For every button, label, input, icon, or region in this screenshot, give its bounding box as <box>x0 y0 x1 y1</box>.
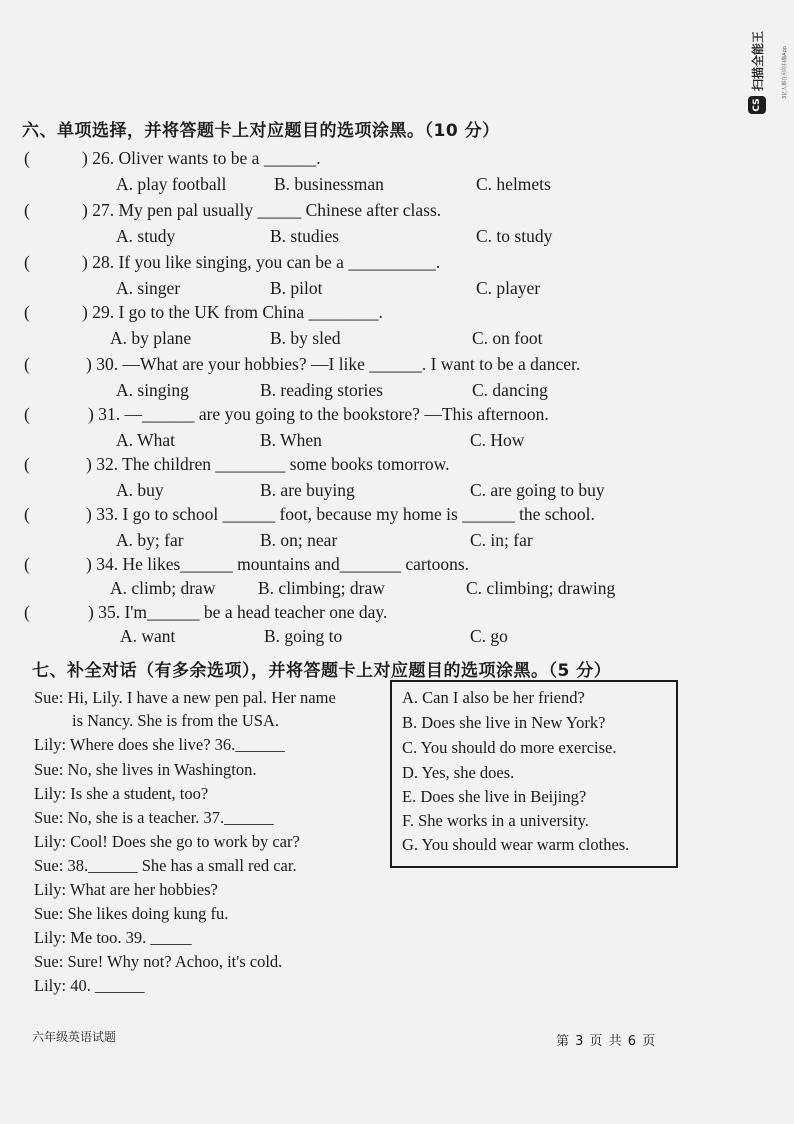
question-stem: ) 33. I go to school ______ foot, because my home is ______ the school. <box>86 504 595 524</box>
dialogue-line: Lily: Where does she live? 36.______ <box>34 735 285 754</box>
option-a: A. study <box>116 226 176 246</box>
question-stem: ) 28. If you like singing, you can be a __________. <box>82 252 441 272</box>
option-c: C. on foot <box>472 328 543 348</box>
choice-f: F. She works in a university. <box>402 811 589 830</box>
footer-page-number: 第 3 页 共 6 页 <box>556 1034 657 1049</box>
answer-paren: ( <box>24 354 30 374</box>
dialogue-line: Sue: Sure! Why not? Achoo, it's cold. <box>34 952 283 971</box>
option-c: C. in; far <box>470 530 533 550</box>
choice-g: G. You should wear warm clothes. <box>402 835 630 854</box>
option-a: A. singer <box>116 278 181 298</box>
answer-paren: ( <box>24 554 30 574</box>
answer-paren: ( <box>24 504 30 524</box>
watermark-logo-icon: CS <box>748 96 766 114</box>
dialogue-line: Lily: Cool! Does she go to work by car? <box>34 832 300 851</box>
choice-d: D. Yes, she does. <box>402 763 515 782</box>
question-30 <box>20 354 680 378</box>
question-33 <box>20 504 680 528</box>
dialogue-line: Lily: Is she a student, too? <box>34 784 209 803</box>
option-a: A. by; far <box>116 530 184 550</box>
options-34 <box>0 578 700 602</box>
option-a: A. climb; draw <box>110 578 216 598</box>
option-b: B. pilot <box>270 278 323 298</box>
option-b: B. climbing; draw <box>258 578 385 598</box>
question-34 <box>20 554 680 578</box>
answer-paren: ( <box>24 302 30 322</box>
question-stem: ) 27. My pen pal usually _____ Chinese after class. <box>82 200 442 220</box>
dialogue-line: Lily: What are her hobbies? <box>34 880 218 899</box>
answer-choices-box <box>390 680 678 868</box>
choice-b: B. Does she live in New York? <box>402 713 606 732</box>
options-26 <box>0 174 700 198</box>
option-c: C. go <box>470 626 508 646</box>
options-35 <box>0 626 700 650</box>
answer-paren: ( <box>24 200 30 220</box>
options-31 <box>0 430 700 454</box>
option-c: C. climbing; drawing <box>466 578 616 598</box>
option-c: C. to study <box>476 226 553 246</box>
answer-paren: ( <box>24 252 30 272</box>
dialogue-line: Sue: She likes doing kung fu. <box>34 904 229 923</box>
options-30 <box>0 380 700 404</box>
options-29 <box>0 328 700 352</box>
options-28 <box>0 278 700 302</box>
option-a: A. buy <box>116 480 164 500</box>
choice-c: C. You should do more exercise. <box>402 738 617 757</box>
question-stem: ) 30. —What are your hobbies? —I like ______. I want to be a dancer. <box>86 354 581 374</box>
dialogue-line: Sue: 38.______ She has a small red car. <box>34 856 297 875</box>
option-b: B. When <box>260 430 322 450</box>
option-c: C. player <box>476 278 541 298</box>
option-a: A. by plane <box>110 328 192 348</box>
option-a: A. singing <box>116 380 189 400</box>
dialogue-line: Sue: No, she is a teacher. 37.______ <box>34 808 274 827</box>
answer-paren: ( <box>24 602 30 622</box>
section-6-title: 六、单项选择，并将答题卡上对应题目的选项涂黑。（10 分） <box>22 121 500 141</box>
choice-e: E. Does she live in Beijing? <box>402 787 587 806</box>
option-a: A. What <box>116 430 175 450</box>
option-b: B. businessman <box>274 174 384 194</box>
choice-a: A. Can I also be her friend? <box>402 688 585 707</box>
question-stem: ) 31. —______ are you going to the bookstore? —This afternoon. <box>88 404 549 424</box>
footer-subject: 六年级英语试题 <box>32 1030 117 1044</box>
question-28 <box>20 252 680 276</box>
question-stem: ) 26. Oliver wants to be a ______. <box>82 148 321 168</box>
question-stem: ) 29. I go to the UK from China ________. <box>82 302 383 322</box>
dialogue-line: Lily: 40. ______ <box>34 976 145 995</box>
dialogue-line: Sue: Hi, Lily. I have a new pen pal. Her name <box>34 688 336 707</box>
option-a: A. play football <box>116 174 227 194</box>
question-29 <box>20 302 680 326</box>
option-c: C. dancing <box>472 380 548 400</box>
option-b: B. on; near <box>260 530 338 550</box>
question-27 <box>20 200 680 224</box>
answer-paren: ( <box>24 148 30 168</box>
option-c: C. How <box>470 430 525 450</box>
question-stem: ) 34. He likes______ mountains and_______ cartoons. <box>86 554 470 574</box>
option-c: C. helmets <box>476 174 551 194</box>
option-c: C. are going to buy <box>470 480 605 500</box>
option-b: B. reading stories <box>260 380 383 400</box>
dialogue-line: Lily: Me too. 39. _____ <box>34 928 192 947</box>
options-33 <box>0 530 700 554</box>
section-7-title: 七、补全对话（有多余选项），并将答题卡上对应题目的选项涂黑。（5 分） <box>32 661 612 681</box>
answer-paren: ( <box>24 454 30 474</box>
question-stem: ) 32. The children ________ some books tomorrow. <box>86 454 450 474</box>
option-a: A. want <box>120 626 176 646</box>
question-stem: ) 35. I'm______ be a head teacher one day. <box>88 602 388 622</box>
watermark-subtitle: 3亿人都在用的扫描App <box>782 46 788 99</box>
options-32 <box>0 480 700 504</box>
scanner-watermark <box>744 12 788 112</box>
dialogue-line: is Nancy. She is from the USA. <box>72 711 279 730</box>
option-b: B. by sled <box>270 328 341 348</box>
answer-paren: ( <box>24 404 30 424</box>
question-31 <box>20 404 680 428</box>
option-b: B. are buying <box>260 480 355 500</box>
option-b: B. going to <box>264 626 343 646</box>
question-32 <box>20 454 680 478</box>
question-26 <box>20 148 680 172</box>
question-35 <box>20 602 680 626</box>
option-b: B. studies <box>270 226 340 246</box>
options-27 <box>0 226 700 250</box>
dialogue-line: Sue: No, she lives in Washington. <box>34 760 257 779</box>
watermark-name: 扫描全能王 <box>751 30 765 91</box>
